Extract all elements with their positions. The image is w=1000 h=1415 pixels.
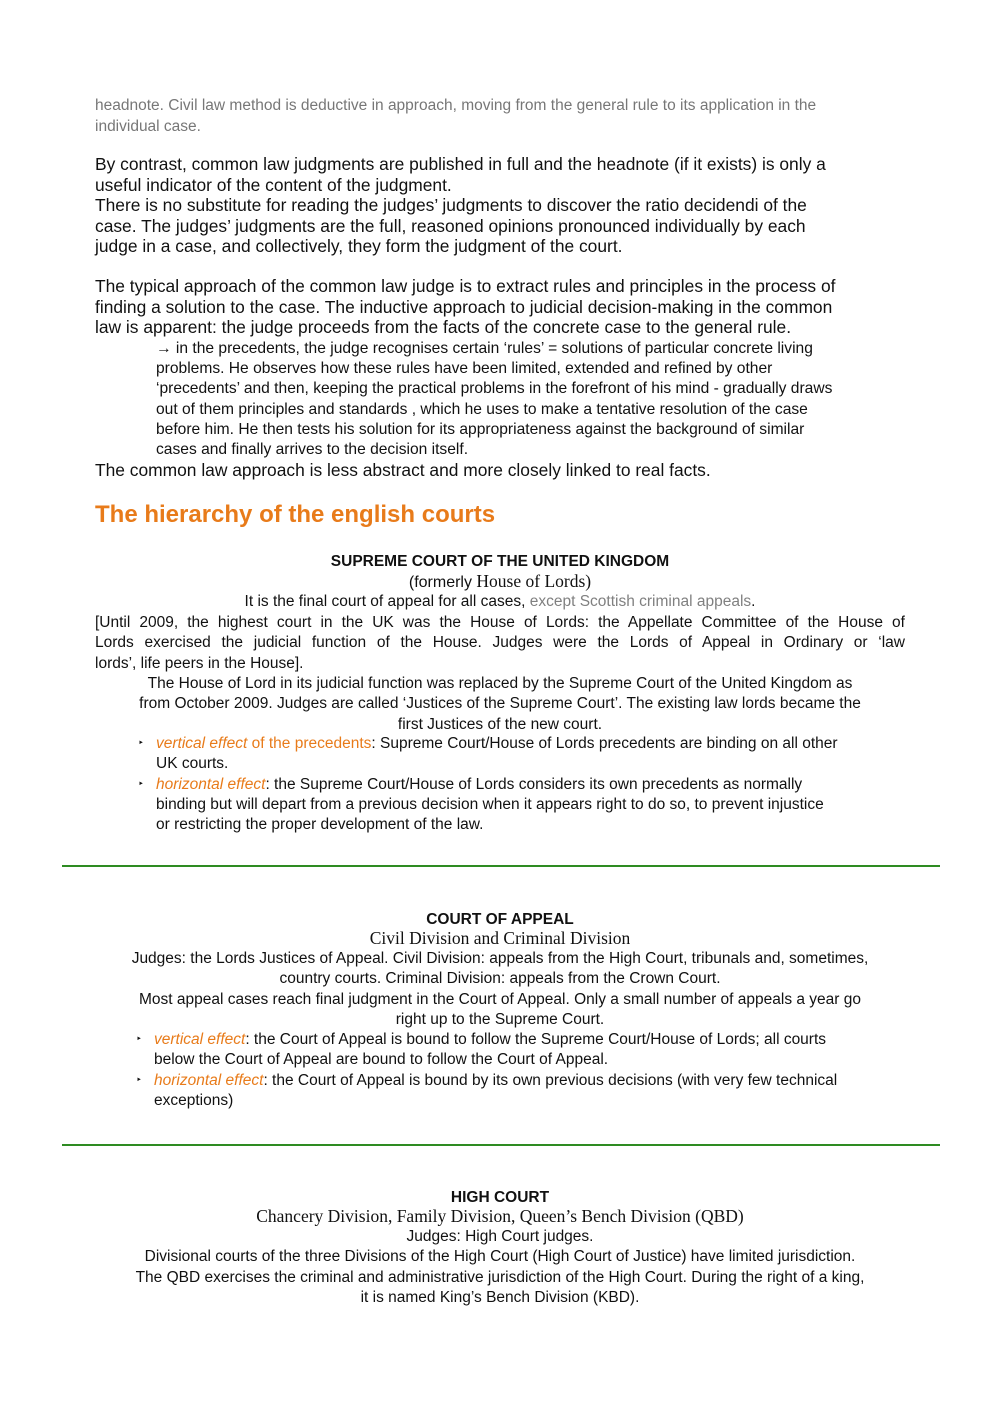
supreme-formerly	[0, 571, 1000, 593]
text-line: individual case.	[95, 118, 201, 135]
text-line: Judges: the Lords Justices of Appeal. Civil Division: appeals from the High Court, tribunals and, sometimes,	[131, 950, 869, 967]
horizontal-effect-text-cont: exceptions)	[154, 1091, 234, 1109]
horizontal-effect-label: horizontal effect	[156, 775, 266, 793]
text-line: headnote. Civil law method is deductive in approach, moving from the general rule to its application in the	[95, 97, 817, 114]
text-line: There is no substitute for reading the judges’ judgments to discover the ratio decidendi of the	[95, 195, 807, 215]
final-suffix: .	[751, 593, 756, 610]
appeal-court-description	[0, 949, 1000, 1030]
horizontal-effect-text-cont: binding but will depart from a previous decision when it appears right to do so, to prevent injustice	[156, 795, 824, 813]
text-line: case. The judges’ judgments are the full, reasoned opinions pronounced individually by each	[95, 215, 806, 236]
approach-paragraph	[95, 276, 910, 338]
section-divider	[62, 1144, 940, 1146]
appeal-effects-list	[136, 1030, 838, 1111]
list-item	[138, 775, 838, 836]
text-line: before him. He then tests his solution for its appropriateness against the background of similar	[156, 420, 805, 438]
final-exception: except Scottish criminal appeals	[529, 593, 752, 610]
text-line: useful indicator of the content of the judgment.	[95, 174, 452, 195]
high-court-description	[0, 1227, 1000, 1308]
supreme-effects-list	[138, 734, 838, 835]
high-court-subtitle: Chancery Division, Family Division, Queen’s Bench Division (QBD)	[256, 1206, 744, 1226]
text-line: it is named King’s Bench Division (KBD).	[360, 1288, 640, 1306]
bullet-icon: ‣	[138, 738, 144, 749]
horizontal-effect-label: horizontal effect	[154, 1071, 264, 1089]
text-line: first Justices of the new court.	[397, 715, 603, 733]
bullet-icon: ‣	[136, 1034, 142, 1045]
text-line: judge in a case, and collectively, they form the judgment of the court.	[95, 236, 623, 256]
bullet-icon: ‣	[138, 778, 144, 790]
text-line: lords’, life peers in the House].	[95, 654, 304, 672]
text-line: problems. He observes how these rules have been limited, extended and refined by other	[156, 360, 773, 378]
text-line: Judges: High Court judges.	[406, 1228, 594, 1245]
text-line: Lords exercised the judicial function of the House. Judges were the Lords of Appeal in Ordinary or ‘law	[95, 634, 905, 652]
high-court-title: HIGH COURT	[450, 1189, 550, 1206]
vertical-effect-label: vertical effect	[156, 735, 248, 752]
text-line: Divisional courts of the three Divisions of the High Court (High Court of Justice) have limited jurisdiction.	[144, 1248, 856, 1266]
list-item	[136, 1071, 838, 1112]
text-line: finding a solution to the case. The inductive approach to judicial decision-making in the common	[95, 296, 833, 317]
text-line: The House of Lord in its judicial function was replaced by the Supreme Court of the United Kingdom as	[147, 675, 853, 692]
text-line: cases and finally arrives to the decision itself.	[156, 441, 469, 459]
horizontal-effect-text: : the Court of Appeal is bound by its own previous decisions (with very few technical	[263, 1071, 838, 1089]
text-line: out of them principles and standards , which he uses to make a tentative resolution of the case	[156, 400, 808, 418]
section-heading: The hierarchy of the english courts	[95, 501, 496, 528]
formerly-prefix: (formerly	[408, 574, 477, 591]
contrast-paragraph	[95, 154, 910, 257]
vertical-effect-text: : the Court of Appeal is bound to follow the Supreme Court/House of Lords; all courts	[245, 1031, 827, 1048]
horizontal-effect-text: : the Supreme Court/House of Lords considers its own precedents as normally	[265, 775, 803, 793]
appeal-court-subtitle: Civil Division and Criminal Division	[369, 928, 631, 948]
formerly-name: House of Lords)	[476, 571, 592, 591]
text-line: The common law approach is less abstract and more closely linked to real facts.	[95, 460, 711, 480]
list-item	[136, 1030, 837, 1071]
text-line: right up to the Supreme Court.	[395, 1010, 605, 1028]
vertical-effect-text: : Supreme Court/House of Lords precedents are binding on all other	[371, 735, 838, 752]
section-divider	[62, 865, 940, 867]
vertical-effect-label-rest: of the precedents	[247, 735, 372, 752]
supreme-replaced	[0, 674, 1000, 735]
text-line: ‘precedents’ and then, keeping the practical problems in the forefront of his mind - gradually draws	[156, 380, 833, 398]
text-line: → in the precedents, the judge recognises certain ‘rules’ = solutions of particular concrete living	[156, 340, 813, 357]
bullet-icon: ‣	[136, 1074, 142, 1086]
supreme-court-title: SUPREME COURT OF THE UNITED KINGDOM	[330, 553, 670, 570]
text-line: The typical approach of the common law judge is to extract rules and principles in the process of	[95, 276, 836, 296]
vertical-effect-label: vertical effect	[154, 1031, 246, 1048]
precedents-indent-paragraph	[156, 339, 916, 460]
final-prefix: It is the final court of appeal for all cases,	[244, 593, 530, 610]
supreme-final-appeal	[0, 592, 1000, 612]
vertical-effect-text-cont: below the Court of Appeal are bound to follow the Court of Appeal.	[154, 1051, 609, 1069]
text-line: Most appeal cases reach final judgment in the Court of Appeal. Only a small number of appeals a year go	[138, 990, 862, 1008]
text-line: [Until 2009, the highest court in the UK was the House of Lords: the Appellate Committee of the House of	[95, 614, 905, 631]
vertical-effect-text-cont: UK courts.	[156, 755, 229, 773]
text-line: law is apparent: the judge proceeds from the facts of the concrete case to the general rule.	[95, 317, 792, 337]
text-line: from October 2009. Judges are called ‘Justices of the Supreme Court’. The existing law lords became the	[139, 695, 861, 713]
supreme-history	[95, 613, 905, 674]
appeal-court-title: COURT OF APPEAL	[426, 911, 574, 928]
list-item	[138, 734, 838, 775]
text-line: By contrast, common law judgments are published in full and the headnote (if it exists) is only a	[95, 154, 826, 174]
text-line: The QBD exercises the criminal and administrative jurisdiction of the High Court. During the right of a king,	[135, 1268, 865, 1286]
text-line: country courts. Criminal Division: appeals from the Crown Court.	[279, 970, 721, 988]
headnote-paragraph	[95, 95, 905, 137]
closing-paragraph	[95, 460, 910, 481]
horizontal-effect-text-cont: or restricting the proper development of the law.	[156, 816, 484, 834]
